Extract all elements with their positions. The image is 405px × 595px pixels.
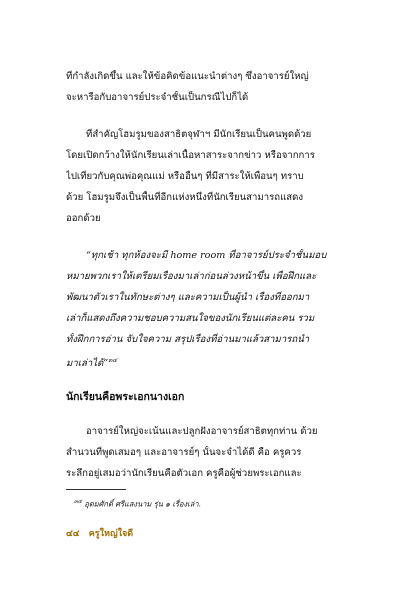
paragraph-2-line-1: ที่สำคัญโฮมรูมของสาธิตจุฬาฯ มีนักเรียนเป็นคนพูดด้วย [86,129,312,140]
paragraph-2-line-4: ด้วย โฮมรูมจึงเป็นพื้นที่อีกแห่งหนึ่งที่นักเรียนสามารถแสดง [66,192,304,203]
quote-line-2: หมายพวกเราให้เตรียมเรื่องมาเล่าก่อนล่วงหน้าขึ้น เพื่อฝึกและ [66,271,317,282]
paragraph-1-line-1: ที่กำลังเกิดขึ้น และให้ข้อคิดข้อแนะนำต่างๆ ซึ่งอาจารย์ใหญ่ [66,71,309,82]
footnote [74,497,354,510]
quote-last-text: มาเล่าได้” [66,358,109,370]
page-number: ๔๔ [66,529,80,539]
quote-line-4: เล่าก็แสดงถึงความชอบความสนใจของนักเรียนแต่ละคน รวม [66,313,315,324]
footnote-ref: ๓๔ [74,499,82,505]
quote-line-6 [66,354,356,371]
paragraph-1-line-2: จะหารือกับอาจารย์ประจำชั้นเป็นกรณีไปก็ได้ [66,92,249,103]
paragraph-2-line-3: ไปเที่ยวกับคุณพ่อคุณแม่ หรืออื่นๆ ที่มีสาระให้เพื่อนๆ ทราบ [66,171,304,182]
paragraph-3-line-1: อาจารย์ใหญ่จะเน้นและปลูกฝังอาจารย์สาธิตทุกท่าน ด้วย [86,426,318,437]
paragraph-2-line-5: ออกด้วย [66,213,101,224]
quote-line-1: “ทุกเช้า ทุกห้องจะมี home room ที่อาจารย์ประจำชั้นมอบ [86,250,327,261]
quote-line-3: พัฒนาตัวเราในทักษะต่างๆ และความเป็นผู้นำ เรื่องที่ออกมา [66,292,310,303]
paragraph-2-line-2: โดยเปิดกว้างให้นักเรียนเล่าเนื้อหาสาระจากข่าว หรือจากการ [66,150,315,161]
book-title: ครูใหญ่ใจดี [88,529,134,539]
quote-line-5: ทั้งฝึกการอ่าน จับใจความ สรุปเรื่องที่อ่านมาแล้วสามารถนำ [66,334,310,345]
footnote-divider [66,489,126,490]
quote-footnote-ref: ๓๔ [108,357,117,364]
paragraph-3-line-3: ระลึกอยู่เสมอว่านักเรียนคือตัวเอก ครูคือผู้ช่วยพระเอกและ [66,468,302,479]
page-footer [66,528,226,540]
paragraph-3-line-2: สำนวนที่พูดเสมอๆ และอาจารย์ๆ นั้นจะจำได้ดี คือ ครูควร [66,447,302,458]
section-heading: นักเรียนคือพระเอกนางเอก [66,391,185,403]
footnote-text: อุดมศักดิ์ ศรีแสงนาม รุ่น ๑ เรื่องเล่า. [84,499,201,509]
